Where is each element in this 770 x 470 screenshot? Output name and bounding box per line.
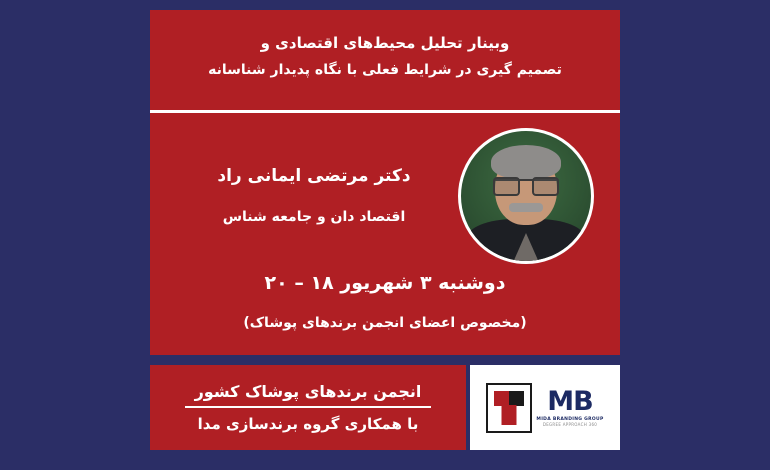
logo-wordmark: MB xyxy=(547,385,593,417)
speaker-info xyxy=(176,163,458,229)
poster-main-card xyxy=(150,10,620,355)
portrait-glasses-left-lens xyxy=(493,177,520,196)
logo-text-block xyxy=(536,385,604,428)
poster-title-line1: وبینار تحلیل محیط‌های اقتصادی و xyxy=(260,34,510,52)
logo-emblem-icon xyxy=(486,383,532,433)
poster-title-line2: تصمیم گیری در شرایط فعلی با نگاه پدیدار شناسانه xyxy=(208,61,562,78)
logo-square-red xyxy=(494,391,509,406)
poster-footer xyxy=(150,365,620,450)
speaker-name: دکتر مرتضی ایمانی راد xyxy=(217,166,411,187)
logo-subtitle-primary: MIDA BRANDING GROUP xyxy=(536,416,604,422)
poster-header xyxy=(150,10,620,93)
portrait-hair xyxy=(491,145,561,179)
organizer-banner xyxy=(150,365,466,450)
speaker-photo xyxy=(458,128,594,264)
logo-subtitle-secondary: 360 DEGREE APPROACH xyxy=(542,422,598,428)
speaker-section xyxy=(150,128,620,264)
logo-square-center xyxy=(502,405,517,425)
sponsor-logo xyxy=(470,365,620,450)
logo-square-dark xyxy=(509,391,524,406)
speaker-title: اقتصاد دان و جامعه شناس xyxy=(222,209,406,226)
organizer-name: انجمن برندهای پوشاک کشور xyxy=(185,382,431,408)
portrait-mustache xyxy=(509,203,543,212)
event-note: (مخصوص اعضای انجمن برندهای پوشاک) xyxy=(243,315,527,331)
header-divider xyxy=(150,110,620,113)
organizer-partner: با همکاری گروه برندسازی مدا xyxy=(197,415,419,433)
event-datetime: دوشنبه ۳ شهریور ۱۸ – ۲۰ xyxy=(264,272,506,294)
portrait-glasses-right-lens xyxy=(532,177,559,196)
